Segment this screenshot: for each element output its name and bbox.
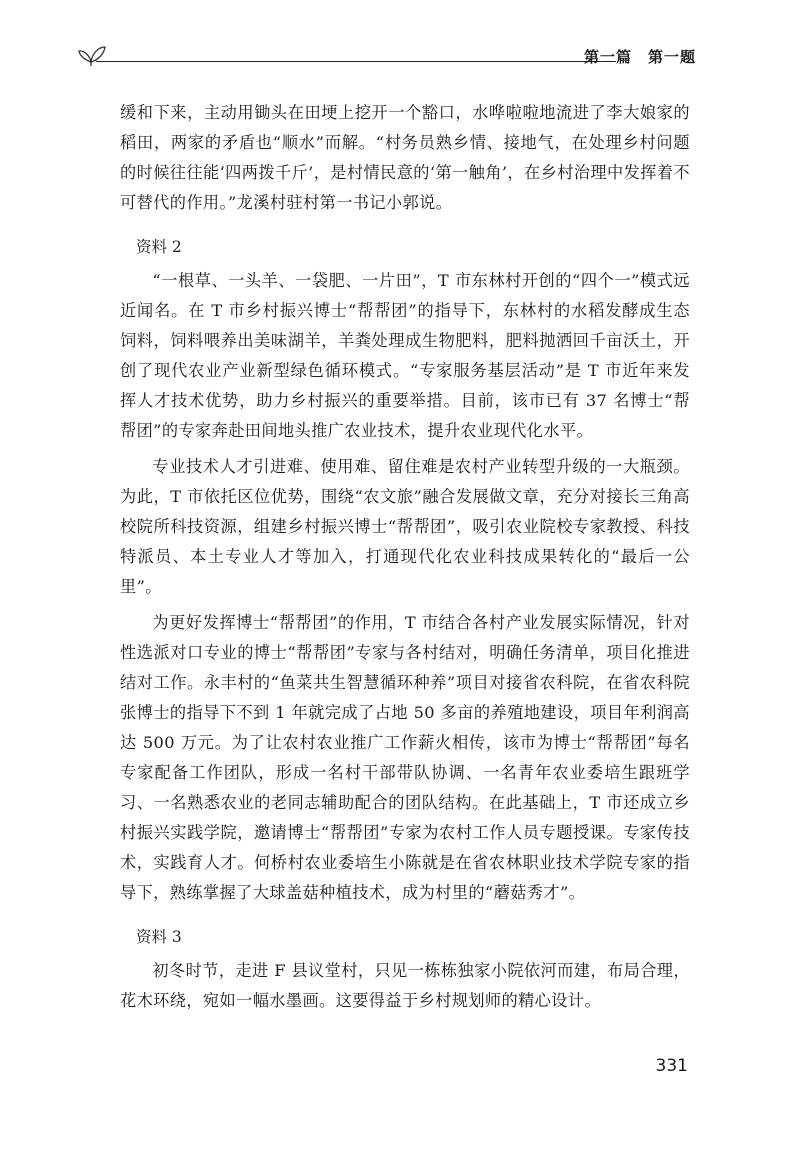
paragraph: 专业技术人才引进难、使用难、留住难是农村产业转型升级的一大瓶颈。为此，T 市依托区位优势，围绕“农文旅”融合发展做文章，充分对接长三角高校院所科技资源，组建乡村振兴博士“帮帮团”，吸引农业院校专家教授、科技特派员、本土专业人才等加入，打通现代化农业科技成果转化的“最后一公里”。 [120,457,690,596]
page-number: 331 [655,1056,688,1076]
paragraph: 初冬时节，走进 F 县议堂村，只见一栋栋独家小院依河而建，布局合理，花木环绕，宛如一幅水墨画。这要得益于乡村规划师的精心设计。 [120,961,690,1010]
paragraph: “一根草、一头羊、一袋肥、一片田”，T 市东林村开创的“四个一”模式远近闻名。在 T 市乡村振兴博士“帮帮团”的指导下，东林村的水稻发酵成生态饲料，饲料喂养出美味湖羊，羊粪处理成生物肥料，肥料抛洒回千亩沃土，开创了现代农业产业新型绿色循环模式。“专家服务基层活动”是 T 市近年来发挥人才技术优势，助力乡村振兴的重要举措。目前，该市已有 37 名博士“帮帮团”的专家奔赴田间地头推广农业技术，提升农业现代化水平。 [120,271,690,440]
running-header [78,40,698,70]
header-title: 第一篇 第一题 [583,48,696,66]
page-body [120,98,690,1016]
paragraph: 为更好发挥博士“帮帮团”的作用，T 市结合各村产业发展实际情况，针对性选派对口专业的博士“帮帮团”专家与各村结对，明确任务清单，项目化推进结对工作。永丰村的“鱼菜共生智慧循环种养”项目对接省农科院，在省农科院张博士的指导下不到 1 年就完成了占地 50 多亩的养殖地建设，项目年利润高达 500 万元。为了让农村农业推广工作薪火相传，该市为博士“帮帮团”每名专家配备工作团队，形成一名村干部带队协调、一名青年农业委培生跟班学习、一名熟悉农业的老同志辅助配合的团队结构。在此基础上，T 市还成立乡村振兴实践学院，邀请博士“帮帮团”专家为农村工作人员专题授课。专家传技术，实践育人才。何桥村农业委培生小陈就是在省农林职业技术学院专家的指导下，熟练掌握了大球盖菇种植技术，成为村里的“蘑菇秀才”。 [120,613,690,902]
sprout-icon [78,42,106,66]
header-rule [96,61,616,62]
paragraph: 缓和下来，主动用锄头在田埂上挖开一个豁口，水哗啦啦地流进了李大娘家的稻田，两家的矛盾也“顺水”而解。“村务员熟乡情、接地气，在处理乡村问题的时候往往能‘四两拨千斤’，是村情民意的‘第一触角’，在乡村治理中发挥着不可替代的作用。”龙溪村驻村第一书记小郭说。 [120,103,690,212]
section-label: 资料 2 [136,238,182,256]
section-label: 资料 3 [136,928,182,946]
